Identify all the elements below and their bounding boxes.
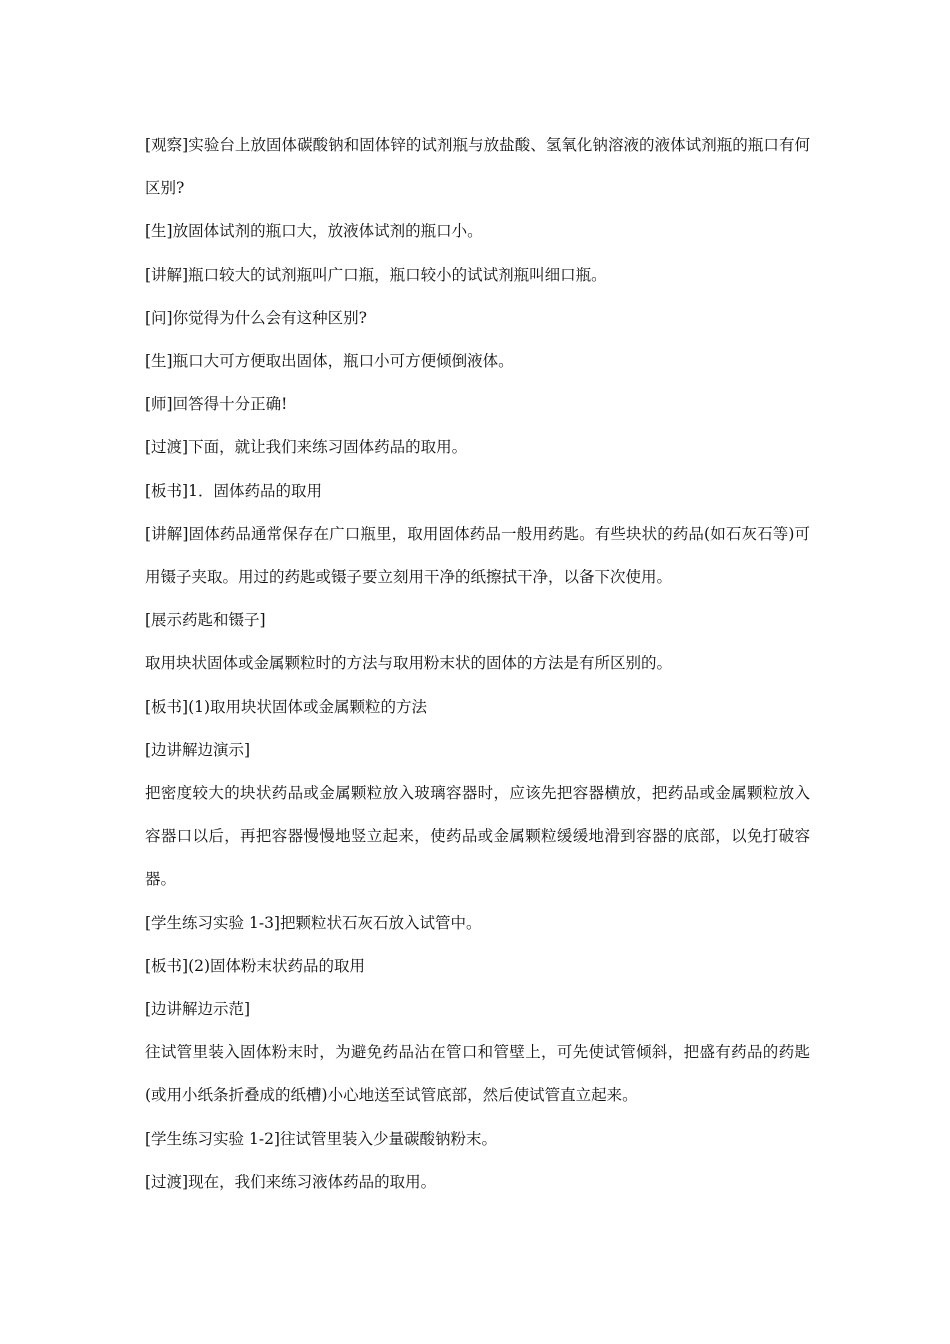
paragraph-teacher-praise: [师]回答得十分正确! bbox=[145, 395, 288, 414]
paragraph-board-heading-1: [板书]1．固体药品的取用 bbox=[145, 481, 322, 500]
paragraph-student-answer-1: [生]放固体试剂的瓶口大，放液体试剂的瓶口小。 bbox=[145, 222, 483, 241]
paragraph-demo-note-1: [边讲解边演示] bbox=[145, 740, 251, 759]
paragraph-transition-solid: [过渡]下面，就让我们来练习固体药品的取用。 bbox=[145, 438, 468, 457]
paragraph-transition-liquid: [过渡]现在，我们来练习液体药品的取用。 bbox=[145, 1172, 437, 1191]
paragraph-board-heading-1-1: [板书](1)取用块状固体或金属颗粒的方法 bbox=[145, 697, 428, 716]
paragraph-student-answer-2: [生]瓶口大可方便取出固体，瓶口小可方便倾倒液体。 bbox=[145, 352, 514, 371]
paragraph-question-why: [问]你觉得为什么会有这种区别? bbox=[145, 308, 367, 327]
paragraph-practice-1-3: [学生练习实验 1-3]把颗粒状石灰石放入试管中。 bbox=[145, 913, 482, 932]
paragraph-show-tools: [展示药匙和镊子] bbox=[145, 611, 266, 630]
paragraph-explain-solid: [讲解]固体药品通常保存在广口瓶里，取用固体药品一般用药匙。有些块状的药品(如石灰石等)可用镊子夹取。用过的药匙或镊子要立刻用干净的纸擦拭干净，以备下次使用。 bbox=[145, 524, 810, 587]
paragraph-block-method: 把密度较大的块状药品或金属颗粒放入玻璃容器时，应该先把容器横放，把药品或金属颗粒放入容器口以后，再把容器慢慢地竖立起来，使药品或金属颗粒缓缓地滑到容器的底部，以免打破容器。 bbox=[145, 784, 810, 889]
paragraph-powder-method: 往试管里装入固体粉末时，为避免药品沾在管口和管壁上，可先使试管倾斜，把盛有药品的药匙(或用小纸条折叠成的纸槽)小心地送至试管底部，然后使试管直立起来。 bbox=[145, 1043, 810, 1105]
paragraph-demo-note-2: [边讲解边示范] bbox=[145, 1000, 251, 1019]
paragraph-explain-bottles: [讲解]瓶口较大的试剂瓶叫广口瓶，瓶口较小的试试剂瓶叫细口瓶。 bbox=[145, 265, 607, 284]
paragraph-method-difference: 取用块状固体或金属颗粒时的方法与取用粉末状的固体的方法是有所区别的。 bbox=[145, 654, 673, 673]
paragraph-board-heading-1-2: [板书](2)固体粉末状药品的取用 bbox=[145, 956, 366, 975]
document-body bbox=[145, 124, 810, 1204]
paragraph-observe-question: [观察]实验台上放固体碳酸钠和固体锌的试剂瓶与放盐酸、氢氧化钠溶液的液体试剂瓶的瓶口有何区别? bbox=[145, 136, 810, 198]
paragraph-practice-1-2: [学生练习实验 1-2]往试管里装入少量碳酸钠粉末。 bbox=[145, 1129, 497, 1148]
